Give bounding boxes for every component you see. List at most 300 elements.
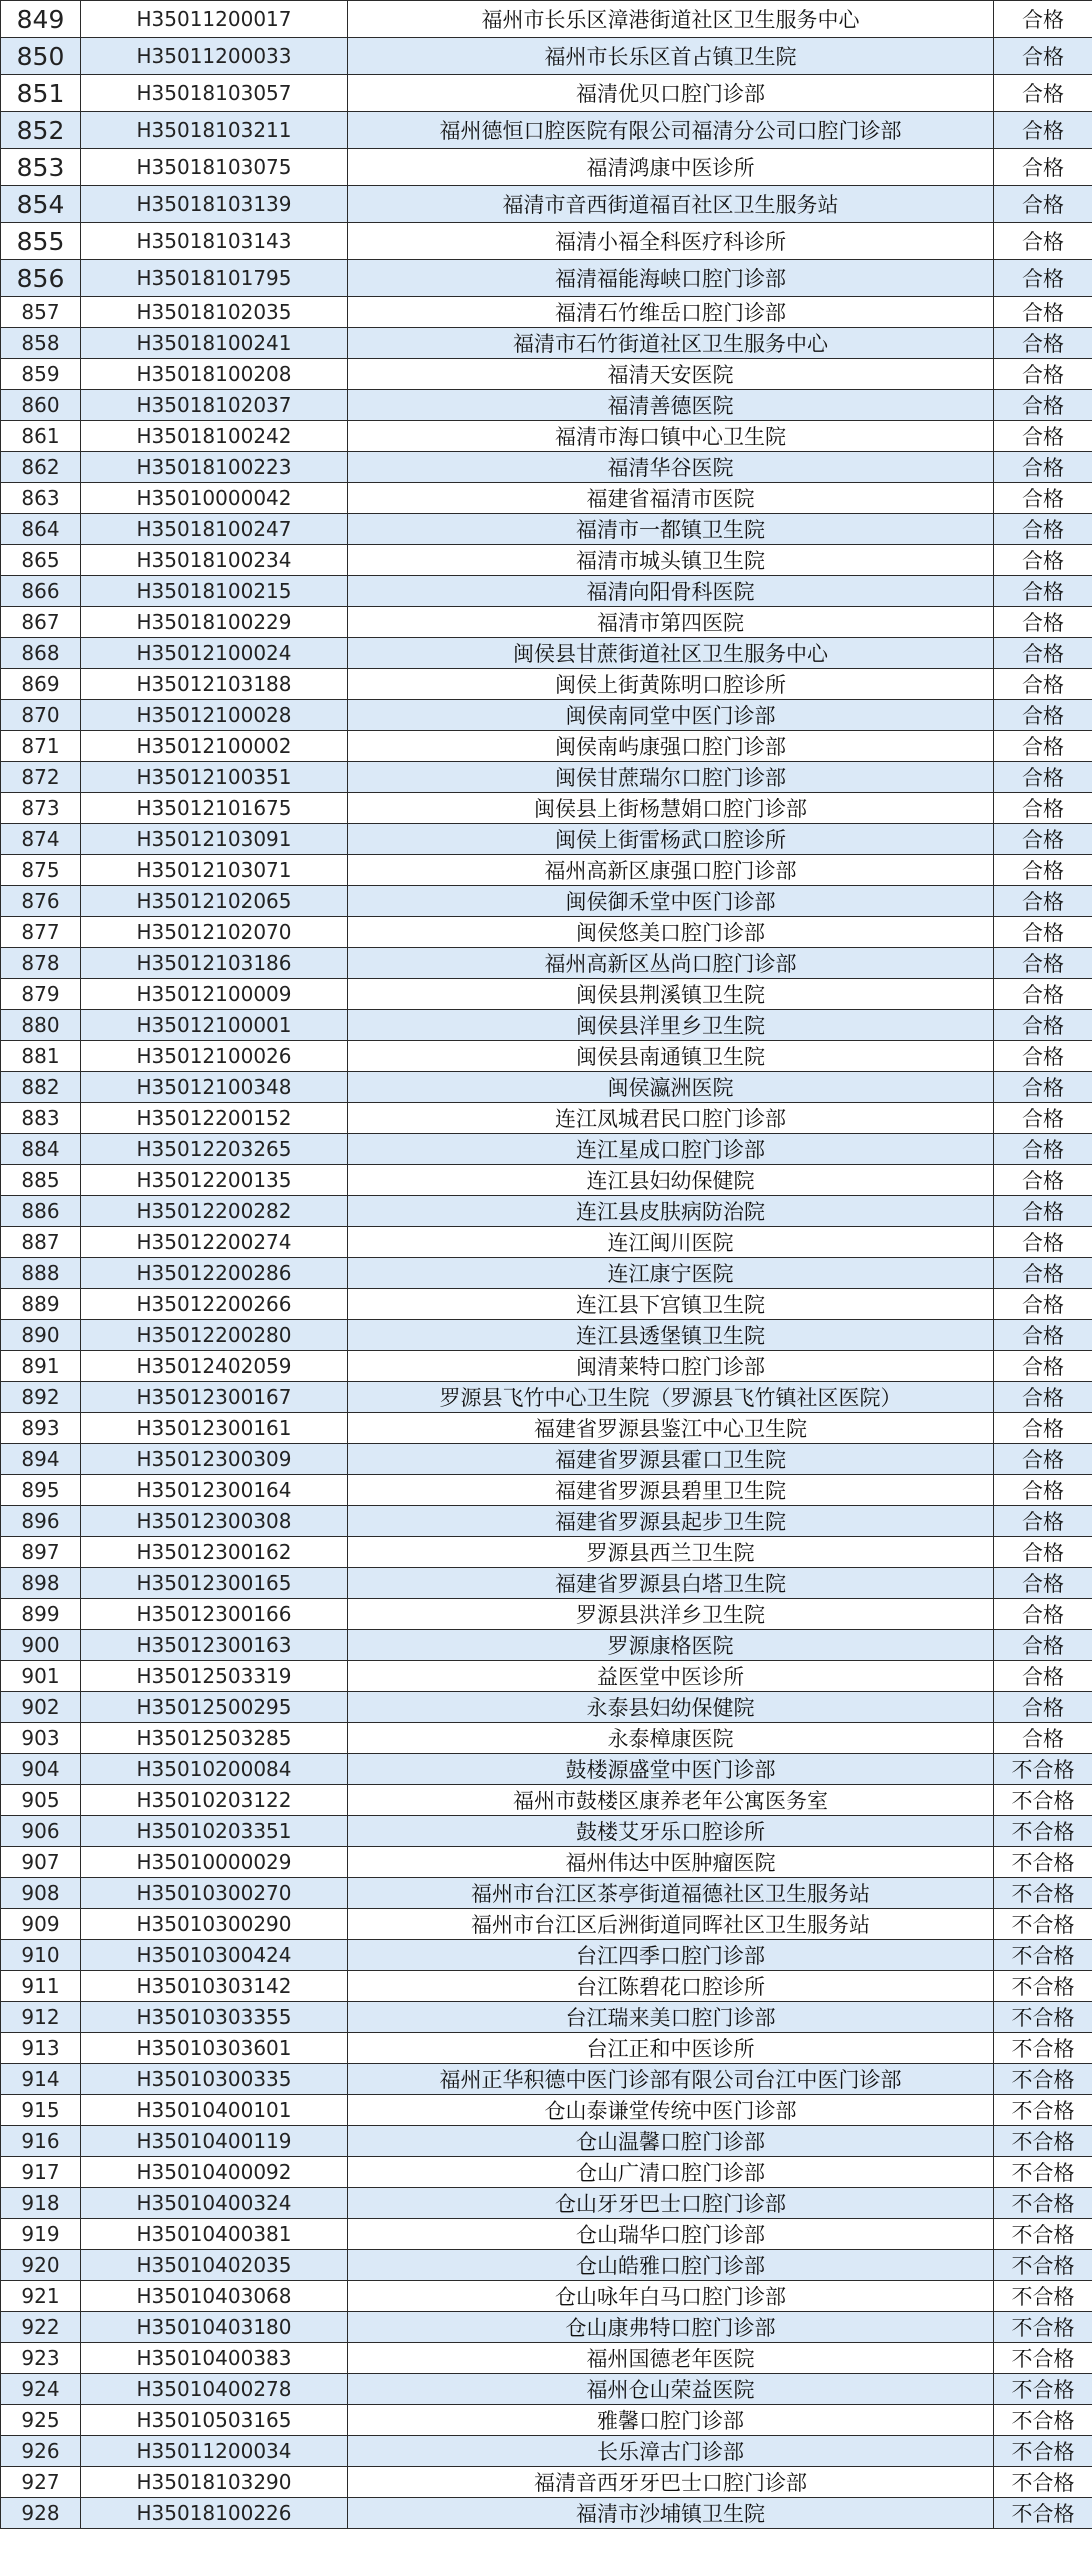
facility-code-cell: H35018103143 — [81, 223, 348, 260]
facility-code-cell: H35010400324 — [81, 2188, 348, 2219]
facility-code-cell: H35012101675 — [81, 793, 348, 824]
facility-code-cell: H35012103091 — [81, 824, 348, 855]
facility-name-cell: 福州正华积德中医门诊部有限公司台江中医门诊部 — [348, 2064, 994, 2095]
facility-code-cell: H35012300166 — [81, 1599, 348, 1630]
row-number-cell: 849 — [1, 1, 81, 38]
result-cell: 合格 — [994, 638, 1092, 669]
facility-name-cell: 永泰樟康医院 — [348, 1723, 994, 1754]
row-number-cell: 877 — [1, 917, 81, 948]
facility-code-cell: H35010300290 — [81, 1909, 348, 1940]
row-number-cell: 908 — [1, 1878, 81, 1909]
result-cell: 合格 — [994, 1723, 1092, 1754]
facility-name-cell: 福州仓山荣益医院 — [348, 2374, 994, 2405]
facility-code-cell: H35012200286 — [81, 1258, 348, 1289]
facility-code-cell: H35010403180 — [81, 2312, 348, 2343]
row-number-cell: 880 — [1, 1010, 81, 1041]
facility-code-cell: H35010402035 — [81, 2250, 348, 2281]
result-cell: 不合格 — [994, 2064, 1092, 2095]
facility-name-cell: 福建省罗源县鉴江中心卫生院 — [348, 1413, 994, 1444]
result-cell: 合格 — [994, 917, 1092, 948]
table-row — [1, 260, 1092, 297]
result-cell: 合格 — [994, 1134, 1092, 1165]
facility-name-cell: 鼓楼源盛堂中医门诊部 — [348, 1754, 994, 1785]
facility-code-cell: H35012300167 — [81, 1382, 348, 1413]
facility-code-cell: H35010300424 — [81, 1940, 348, 1971]
table-row — [1, 2095, 1092, 2126]
facility-code-cell: H35012203265 — [81, 1134, 348, 1165]
table-row — [1, 2281, 1092, 2312]
table-row — [1, 1816, 1092, 1847]
result-cell: 合格 — [994, 1692, 1092, 1723]
result-cell: 不合格 — [994, 1785, 1092, 1816]
facility-name-cell: 闽侯御禾堂中医门诊部 — [348, 886, 994, 917]
result-cell: 合格 — [994, 297, 1092, 328]
table-row — [1, 2157, 1092, 2188]
facility-code-cell: H35012300308 — [81, 1506, 348, 1537]
row-number-cell: 890 — [1, 1320, 81, 1351]
facility-code-cell: H35012300164 — [81, 1475, 348, 1506]
facility-name-cell: 仓山牙牙巴士口腔门诊部 — [348, 2188, 994, 2219]
row-number-cell: 896 — [1, 1506, 81, 1537]
facility-name-cell: 台江陈碧花口腔诊所 — [348, 1971, 994, 2002]
facility-name-cell: 福州市台江区后洲街道同晖社区卫生服务站 — [348, 1909, 994, 1940]
facility-code-cell: H35010400383 — [81, 2343, 348, 2374]
table-row — [1, 112, 1092, 149]
table-row — [1, 2467, 1092, 2498]
facility-code-cell: H35010400119 — [81, 2126, 348, 2157]
facility-code-cell: H35012200152 — [81, 1103, 348, 1134]
table-row — [1, 979, 1092, 1010]
facility-name-cell: 福清向阳骨科医院 — [348, 576, 994, 607]
result-cell: 合格 — [994, 260, 1092, 297]
result-cell: 不合格 — [994, 2002, 1092, 2033]
facility-code-cell: H35012103071 — [81, 855, 348, 886]
facility-name-cell: 连江康宁医院 — [348, 1258, 994, 1289]
row-number-cell: 855 — [1, 223, 81, 260]
facility-code-cell: H35012300162 — [81, 1537, 348, 1568]
table-row — [1, 2312, 1092, 2343]
result-cell: 合格 — [994, 1413, 1092, 1444]
facility-code-cell: H35012200135 — [81, 1165, 348, 1196]
result-cell: 不合格 — [994, 2219, 1092, 2250]
table-row — [1, 75, 1092, 112]
facility-name-cell: 福州市台江区茶亭街道福德社区卫生服务站 — [348, 1878, 994, 1909]
result-cell: 合格 — [994, 762, 1092, 793]
facility-code-cell: H35012100009 — [81, 979, 348, 1010]
result-cell: 不合格 — [994, 1971, 1092, 2002]
result-cell: 不合格 — [994, 2374, 1092, 2405]
facility-code-cell: H35018100223 — [81, 452, 348, 483]
row-number-cell: 869 — [1, 669, 81, 700]
facility-name-cell: 福建省罗源县起步卫生院 — [348, 1506, 994, 1537]
row-number-cell: 925 — [1, 2405, 81, 2436]
table-row — [1, 1227, 1092, 1258]
result-cell: 合格 — [994, 731, 1092, 762]
facility-code-cell: H35012200282 — [81, 1196, 348, 1227]
row-number-cell: 926 — [1, 2436, 81, 2467]
result-cell: 合格 — [994, 112, 1092, 149]
result-cell: 合格 — [994, 886, 1092, 917]
facility-name-cell: 连江凤城君民口腔门诊部 — [348, 1103, 994, 1134]
result-cell: 合格 — [994, 149, 1092, 186]
result-cell: 合格 — [994, 824, 1092, 855]
row-number-cell: 922 — [1, 2312, 81, 2343]
table-row — [1, 1413, 1092, 1444]
table-row — [1, 1320, 1092, 1351]
table-row — [1, 1351, 1092, 1382]
row-number-cell: 909 — [1, 1909, 81, 1940]
facility-name-cell: 闽侯南屿康强口腔门诊部 — [348, 731, 994, 762]
facility-name-cell: 福清华谷医院 — [348, 452, 994, 483]
row-number-cell: 872 — [1, 762, 81, 793]
facility-name-cell: 仓山广清口腔门诊部 — [348, 2157, 994, 2188]
table-row — [1, 669, 1092, 700]
row-number-cell: 924 — [1, 2374, 81, 2405]
row-number-cell: 881 — [1, 1041, 81, 1072]
table-row — [1, 328, 1092, 359]
facility-name-cell: 福清优贝口腔门诊部 — [348, 75, 994, 112]
facility-name-cell: 闽侯县甘蔗街道社区卫生服务中心 — [348, 638, 994, 669]
row-number-cell: 902 — [1, 1692, 81, 1723]
table-row — [1, 1134, 1092, 1165]
facility-name-cell: 福清石竹维岳口腔门诊部 — [348, 297, 994, 328]
facility-name-cell: 福州伟达中医肿瘤医院 — [348, 1847, 994, 1878]
table-row — [1, 223, 1092, 260]
facility-code-cell: H35018101795 — [81, 260, 348, 297]
row-number-cell: 919 — [1, 2219, 81, 2250]
facility-code-cell: H35010400278 — [81, 2374, 348, 2405]
facility-name-cell: 益医堂中医诊所 — [348, 1661, 994, 1692]
table-row — [1, 38, 1092, 75]
facility-name-cell: 福清市音西街道福百社区卫生服务站 — [348, 186, 994, 223]
row-number-cell: 904 — [1, 1754, 81, 1785]
result-cell: 合格 — [994, 1320, 1092, 1351]
row-number-cell: 856 — [1, 260, 81, 297]
facility-code-cell: H35010300270 — [81, 1878, 348, 1909]
row-number-cell: 916 — [1, 2126, 81, 2157]
result-cell: 合格 — [994, 1072, 1092, 1103]
row-number-cell: 898 — [1, 1568, 81, 1599]
facility-name-cell: 福州高新区丛尚口腔门诊部 — [348, 948, 994, 979]
result-cell: 合格 — [994, 793, 1092, 824]
table-row — [1, 2219, 1092, 2250]
facility-name-cell: 仓山泰谦堂传统中医门诊部 — [348, 2095, 994, 2126]
facility-name-cell: 福建省罗源县碧里卫生院 — [348, 1475, 994, 1506]
row-number-cell: 927 — [1, 2467, 81, 2498]
table-row — [1, 1196, 1092, 1227]
facility-name-cell: 闽侯甘蔗瑞尔口腔门诊部 — [348, 762, 994, 793]
facility-code-cell: H35018100241 — [81, 328, 348, 359]
facility-code-cell: H35018100226 — [81, 2498, 348, 2529]
row-number-cell: 899 — [1, 1599, 81, 1630]
facility-name-cell: 福建省罗源县白塔卫生院 — [348, 1568, 994, 1599]
facility-name-cell: 仓山皓雅口腔门诊部 — [348, 2250, 994, 2281]
facility-name-cell: 罗源县西兰卫生院 — [348, 1537, 994, 1568]
row-number-cell: 873 — [1, 793, 81, 824]
result-cell: 合格 — [994, 1103, 1092, 1134]
row-number-cell: 862 — [1, 452, 81, 483]
facility-name-cell: 福清市第四医院 — [348, 607, 994, 638]
facility-code-cell: H35012300163 — [81, 1630, 348, 1661]
table-row — [1, 1599, 1092, 1630]
facility-name-cell: 鼓楼艾牙乐口腔诊所 — [348, 1816, 994, 1847]
result-cell: 不合格 — [994, 1940, 1092, 1971]
row-number-cell: 866 — [1, 576, 81, 607]
row-number-cell: 853 — [1, 149, 81, 186]
result-cell: 不合格 — [994, 1754, 1092, 1785]
facility-code-cell: H35012100002 — [81, 731, 348, 762]
row-number-cell: 920 — [1, 2250, 81, 2281]
row-number-cell: 897 — [1, 1537, 81, 1568]
facility-name-cell: 连江县下宫镇卫生院 — [348, 1289, 994, 1320]
row-number-cell: 901 — [1, 1661, 81, 1692]
facility-name-cell: 福建省福清市医院 — [348, 483, 994, 514]
result-cell: 合格 — [994, 1289, 1092, 1320]
facility-code-cell: H35012103186 — [81, 948, 348, 979]
row-number-cell: 914 — [1, 2064, 81, 2095]
row-number-cell: 921 — [1, 2281, 81, 2312]
row-number-cell: 891 — [1, 1351, 81, 1382]
result-cell: 合格 — [994, 1, 1092, 38]
table-row — [1, 1847, 1092, 1878]
table-row — [1, 2374, 1092, 2405]
facility-code-cell: H35018103211 — [81, 112, 348, 149]
result-cell: 合格 — [994, 1506, 1092, 1537]
facility-code-cell: H35012200280 — [81, 1320, 348, 1351]
table-row — [1, 1537, 1092, 1568]
facility-name-cell: 长乐漳古门诊部 — [348, 2436, 994, 2467]
facility-code-cell: H35010203351 — [81, 1816, 348, 1847]
facility-name-cell: 台江正和中医诊所 — [348, 2033, 994, 2064]
row-number-cell: 910 — [1, 1940, 81, 1971]
facility-code-cell: H35012300309 — [81, 1444, 348, 1475]
row-number-cell: 915 — [1, 2095, 81, 2126]
row-number-cell: 907 — [1, 1847, 81, 1878]
result-cell: 合格 — [994, 1165, 1092, 1196]
facility-code-cell: H35018102035 — [81, 297, 348, 328]
facility-code-cell: H35018103075 — [81, 149, 348, 186]
row-number-cell: 913 — [1, 2033, 81, 2064]
table-row — [1, 2250, 1092, 2281]
facility-code-cell: H35011200034 — [81, 2436, 348, 2467]
facility-name-cell: 台江瑞来美口腔门诊部 — [348, 2002, 994, 2033]
facility-name-cell: 闽侯南同堂中医门诊部 — [348, 700, 994, 731]
table-row — [1, 1, 1092, 38]
facility-name-cell: 福州德恒口腔医院有限公司福清分公司口腔门诊部 — [348, 112, 994, 149]
table-body — [1, 1, 1092, 2529]
row-number-cell: 892 — [1, 1382, 81, 1413]
result-cell: 不合格 — [994, 2467, 1092, 2498]
row-number-cell: 887 — [1, 1227, 81, 1258]
result-cell: 合格 — [994, 1599, 1092, 1630]
row-number-cell: 911 — [1, 1971, 81, 2002]
facility-code-cell: H35018100215 — [81, 576, 348, 607]
facility-code-cell: H35012402059 — [81, 1351, 348, 1382]
facility-name-cell: 连江县妇幼保健院 — [348, 1165, 994, 1196]
row-number-cell: 857 — [1, 297, 81, 328]
facility-code-cell: H35012100028 — [81, 700, 348, 731]
result-cell: 合格 — [994, 1227, 1092, 1258]
facility-name-cell: 雅馨口腔门诊部 — [348, 2405, 994, 2436]
row-number-cell: 903 — [1, 1723, 81, 1754]
facility-name-cell: 福清善德医院 — [348, 390, 994, 421]
facility-code-cell: H35010400381 — [81, 2219, 348, 2250]
facility-name-cell: 福州高新区康强口腔门诊部 — [348, 855, 994, 886]
row-number-cell: 886 — [1, 1196, 81, 1227]
row-number-cell: 861 — [1, 421, 81, 452]
table-row — [1, 545, 1092, 576]
result-cell: 不合格 — [994, 2281, 1092, 2312]
facility-name-cell: 仓山温馨口腔门诊部 — [348, 2126, 994, 2157]
facility-name-cell: 福清福能海峡口腔门诊部 — [348, 260, 994, 297]
facility-code-cell: H35012200274 — [81, 1227, 348, 1258]
table-row — [1, 483, 1092, 514]
table-row — [1, 2064, 1092, 2095]
row-number-cell: 868 — [1, 638, 81, 669]
result-cell: 合格 — [994, 948, 1092, 979]
table-row — [1, 2436, 1092, 2467]
table-row — [1, 607, 1092, 638]
facility-name-cell: 仓山瑞华口腔门诊部 — [348, 2219, 994, 2250]
facility-code-cell: H35012300165 — [81, 1568, 348, 1599]
table-row — [1, 1568, 1092, 1599]
table-row — [1, 421, 1092, 452]
row-number-cell: 894 — [1, 1444, 81, 1475]
row-number-cell: 851 — [1, 75, 81, 112]
facility-name-cell: 福清音西牙牙巴士口腔门诊部 — [348, 2467, 994, 2498]
table-row — [1, 1010, 1092, 1041]
table-row — [1, 390, 1092, 421]
table-row — [1, 2498, 1092, 2529]
facility-name-cell: 闽侯上街雷杨武口腔诊所 — [348, 824, 994, 855]
row-number-cell: 912 — [1, 2002, 81, 2033]
result-cell: 不合格 — [994, 2498, 1092, 2529]
table-row — [1, 1940, 1092, 1971]
facility-code-cell: H35010403068 — [81, 2281, 348, 2312]
table-row — [1, 793, 1092, 824]
table-row — [1, 297, 1092, 328]
row-number-cell: 888 — [1, 1258, 81, 1289]
row-number-cell: 895 — [1, 1475, 81, 1506]
table-row — [1, 1630, 1092, 1661]
row-number-cell: 882 — [1, 1072, 81, 1103]
facility-name-cell: 连江县皮肤病防治院 — [348, 1196, 994, 1227]
result-cell: 合格 — [994, 186, 1092, 223]
result-cell: 不合格 — [994, 1847, 1092, 1878]
row-number-cell: 850 — [1, 38, 81, 75]
facility-code-cell: H35018102037 — [81, 390, 348, 421]
facility-code-cell: H35012300161 — [81, 1413, 348, 1444]
result-cell: 合格 — [994, 979, 1092, 1010]
result-cell: 合格 — [994, 75, 1092, 112]
row-number-cell: 900 — [1, 1630, 81, 1661]
row-number-cell: 878 — [1, 948, 81, 979]
facility-code-cell: H35010000029 — [81, 1847, 348, 1878]
result-cell: 合格 — [994, 1568, 1092, 1599]
facility-code-cell: H35018103057 — [81, 75, 348, 112]
facility-code-cell: H35010503165 — [81, 2405, 348, 2436]
row-number-cell: 928 — [1, 2498, 81, 2529]
result-cell: 合格 — [994, 1382, 1092, 1413]
result-cell: 不合格 — [994, 1816, 1092, 1847]
facility-name-cell: 连江闽川医院 — [348, 1227, 994, 1258]
table-row — [1, 731, 1092, 762]
result-cell: 合格 — [994, 607, 1092, 638]
result-cell: 不合格 — [994, 2157, 1092, 2188]
table-row — [1, 514, 1092, 545]
facility-name-cell: 仓山康弗特口腔门诊部 — [348, 2312, 994, 2343]
facility-code-cell: H35012503285 — [81, 1723, 348, 1754]
row-number-cell: 879 — [1, 979, 81, 1010]
facility-code-cell: H35012200266 — [81, 1289, 348, 1320]
facility-name-cell: 福州市长乐区漳港街道社区卫生服务中心 — [348, 1, 994, 38]
table-row — [1, 917, 1092, 948]
result-cell: 合格 — [994, 223, 1092, 260]
facility-name-cell: 罗源县洪洋乡卫生院 — [348, 1599, 994, 1630]
result-cell: 不合格 — [994, 2312, 1092, 2343]
table-row — [1, 2188, 1092, 2219]
table-row — [1, 948, 1092, 979]
result-cell: 不合格 — [994, 2126, 1092, 2157]
table-row — [1, 2033, 1092, 2064]
row-number-cell: 893 — [1, 1413, 81, 1444]
result-cell: 合格 — [994, 483, 1092, 514]
result-cell: 不合格 — [994, 2436, 1092, 2467]
facility-name-cell: 闽侯县上街杨慧娟口腔门诊部 — [348, 793, 994, 824]
table-row — [1, 1382, 1092, 1413]
facility-name-cell: 连江县透堡镇卫生院 — [348, 1320, 994, 1351]
table-row — [1, 638, 1092, 669]
facility-name-cell: 连江星成口腔门诊部 — [348, 1134, 994, 1165]
facility-name-cell: 福清市沙埔镇卫生院 — [348, 2498, 994, 2529]
row-number-cell: 858 — [1, 328, 81, 359]
table-row — [1, 1165, 1092, 1196]
result-cell: 合格 — [994, 1351, 1092, 1382]
result-cell: 合格 — [994, 38, 1092, 75]
facility-code-cell: H35018100208 — [81, 359, 348, 390]
result-cell: 合格 — [994, 1010, 1092, 1041]
table-row — [1, 186, 1092, 223]
table-row — [1, 576, 1092, 607]
result-cell: 合格 — [994, 1444, 1092, 1475]
result-cell: 合格 — [994, 328, 1092, 359]
table-row — [1, 855, 1092, 886]
facility-name-cell: 永泰县妇幼保健院 — [348, 1692, 994, 1723]
row-number-cell: 859 — [1, 359, 81, 390]
facility-name-cell: 福州市鼓楼区康养老年公寓医务室 — [348, 1785, 994, 1816]
facility-name-cell: 福清小福全科医疗科诊所 — [348, 223, 994, 260]
facility-code-cell: H35010300335 — [81, 2064, 348, 2095]
result-cell: 合格 — [994, 855, 1092, 886]
facility-name-cell: 闽侯悠美口腔门诊部 — [348, 917, 994, 948]
row-number-cell: 918 — [1, 2188, 81, 2219]
table-row — [1, 1878, 1092, 1909]
table-row — [1, 1506, 1092, 1537]
table-row — [1, 2126, 1092, 2157]
facility-name-cell: 罗源康格医院 — [348, 1630, 994, 1661]
facility-code-cell: H35010000042 — [81, 483, 348, 514]
facility-code-cell: H35012503319 — [81, 1661, 348, 1692]
facility-code-cell: H35012102070 — [81, 917, 348, 948]
result-cell: 合格 — [994, 452, 1092, 483]
facility-code-cell: H35010203122 — [81, 1785, 348, 1816]
row-number-cell: 885 — [1, 1165, 81, 1196]
result-cell: 合格 — [994, 1475, 1092, 1506]
facility-code-cell: H35012100026 — [81, 1041, 348, 1072]
table-row — [1, 149, 1092, 186]
facility-code-cell: H35018100229 — [81, 607, 348, 638]
facility-code-cell: H35018103290 — [81, 2467, 348, 2498]
